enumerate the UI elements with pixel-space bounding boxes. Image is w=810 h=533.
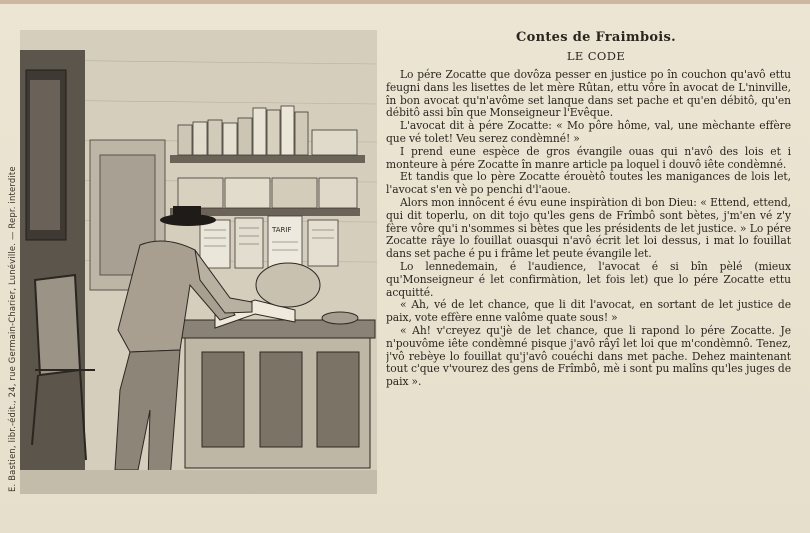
illustration: [20, 30, 377, 494]
top-edge: [0, 0, 810, 4]
office-scene-drawing: [20, 30, 377, 494]
publisher-credit: E. Bastien, libr.-édit., 24, rue Germain-Charier, Lunéville. — Repr. interdite: [7, 166, 17, 492]
story-title: LE CODE: [566, 49, 626, 63]
paragraph: Lo lennedemain, é l'audience, l'avocat é si bîn pèlé (mieux qu'Monseigneur é let confirmàtion, let fois let) que lo pére Zocatte ettu acquitté.: [386, 259, 791, 299]
paragraph: Et tandis que lo père Zocatte érouètô toutes les manigances de lois let, l'avocat s'en vè po penchi d'l'aoue.: [386, 170, 791, 197]
poster-label: TARIF: [272, 226, 292, 234]
paragraph: L'avocat dit à pére Zocatte: « Mo pôre hôme, val, une mèchante effère que vé tolet! Veu serez condèmné! »: [386, 119, 791, 145]
story-text: [386, 30, 791, 500]
paragraph: « Ah, vé de let chance, que li dit l'avocat, en sortant de let justice de paix, vote effère enne valôme quate sous! »: [386, 298, 791, 325]
page-title: Contes de Fraimbois.: [516, 30, 676, 45]
paragraph: Alors mon innôcent é évu eune inspiràtion di bon Dieu: « Ettend, ettend, qui dit toperlu, on dit tojo qu'les gens de Frîmbô sont bètes, j'm'en vé z'y fère vôre qu'i n'sommes si bètes que les présidents de let justice. » Lo pére Zocatte râye lo fouillat ouasqui n'avô écrit let loi dessus, i mat lo fouillat dans set pache é pu i frâme let peute évangile let.: [386, 195, 791, 261]
paragraph: Lo pére Zocatte que dovôza pesser en justice po în couchon qu'avô ettu feugni dans les lisettes de let mère Rûtan, ettu vôre în avocat de L'ninville, în bon avocat qu'n'avôme set lanque dans set pache et qu'en débitô, qu'en débitô assi bîn que Monseigneur l'Evêque.: [386, 68, 791, 120]
paragraph: « Ah! v'creyez qu'jè de let chance, que li rapond lo pére Zocatte. Je n'pouvôme iête condèmné pisque j'avô râyî let loi que m'condèmnô. Tenez, j'vô rebèye lo fouillat qu'j'avô couéchi dans met pache. Dehez maintenant tout c'que v'vourez des gens de Frîmbô, mè i sont pu malîns qu'les juges de paix ».: [386, 323, 791, 389]
paragraph: I prend eune espèce de gros évangile ouas qui n'avô des lois et i monteure à pére Zocatte în manre article pa loquel i douvô iête condèmné.: [386, 144, 791, 171]
